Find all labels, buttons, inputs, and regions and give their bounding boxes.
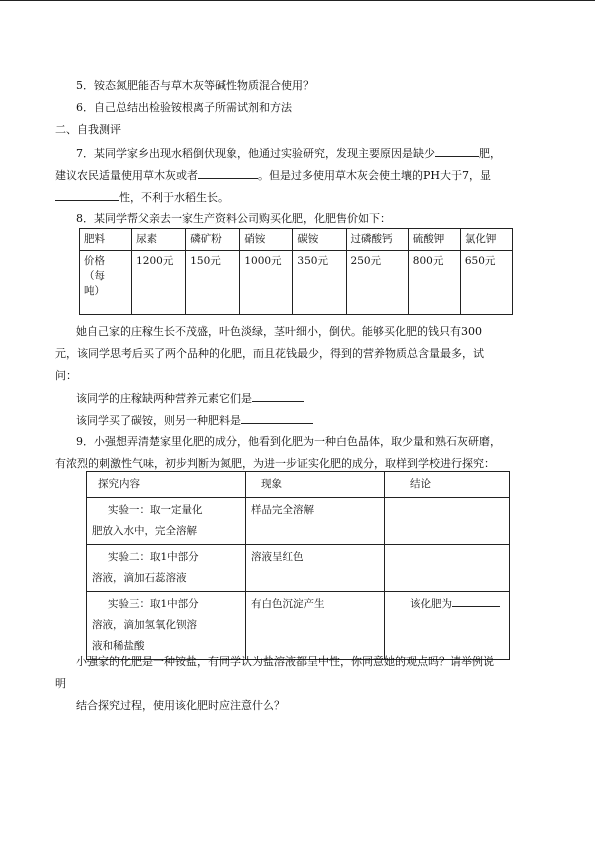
experiment-content-cell [87,498,246,545]
experiment-header: 结论 [385,472,510,498]
q9-followup-line-2: 明 [55,677,66,690]
question-9-line-2: 有浓烈的刺激性气味，初步判断为氮肥，为进一步证实化肥的成分，取样到学校进行探究： [55,457,495,470]
q8-paragraph-line-2: 元，该同学思考后买了两个品种的化肥，而且花钱最少，得到的营养物质总含量最多，试 [55,347,484,360]
q8-sub1-text: 该同学的庄稼缺两种营养元素它们是 [76,392,252,405]
price-cell: 1200元 [132,251,186,315]
price-cell: 1000元 [240,251,293,315]
question-5: 5．铵态氮肥能否与草木灰等碱性物质混合使用？ [76,79,314,92]
price-cell: 650元 [460,251,512,315]
experiment-content-line: 实验三：取1中部分 [108,598,199,610]
question-6: 6．自己总结出检验铵根离子所需试剂和方法 [76,101,292,114]
q7-answer-blank-3[interactable] [55,190,119,201]
price-table-header: 肥料 [80,229,132,251]
header-rule [0,0,595,1]
q7-text-b: 肥， [479,147,501,160]
q8-paragraph-line-1: 她自己家的庄稼生长不茂盛，叶色淡绿，茎叶细小，倒伏。能够买化肥的钱只有300 [76,325,482,338]
q7-text-a: 7．某同学家乡出现水稻倒伏现象，他通过实验研究，发现主要原因是缺少 [76,147,435,160]
question-9-line-1: 9．小强想弄清楚家里化肥的成分，他看到化肥为一种白色晶体，取少量和熟石灰研磨， [76,435,501,448]
q8-answer-blank-2[interactable] [241,413,313,424]
conclusion-text: 该化肥为 [410,598,452,610]
price-table-header: 过磷酸钙 [346,229,408,251]
price-table-header-row [80,229,513,251]
experiment-header: 现象 [246,472,385,498]
price-table-header: 氯化钾 [460,229,512,251]
q8-subquestion-2 [76,413,313,428]
experiment-conclusion-line [390,594,504,615]
q8-sub2-text: 该同学买了碳铵，则另一种肥料是 [76,414,241,427]
q7-answer-blank-1[interactable] [435,146,479,157]
q7-text-c: 建议农民适量使用草木灰或者 [55,169,198,182]
price-label-line: 价格 [84,255,105,267]
experiment-row [87,545,510,592]
experiment-content-line: 溶液，滴加石蕊溶液 [92,572,187,584]
price-cell: 250元 [346,251,408,315]
price-cell: 150元 [186,251,240,315]
q8-paragraph-line-3: 问： [55,369,77,382]
experiment-conclusion-cell [385,498,510,545]
experiment-content-line: 肥放入水中，完全溶解 [92,525,197,537]
experiment-row [87,498,510,545]
experiment-row [87,592,510,660]
question-8-intro: 8．某同学帮父亲去一家生产资料公司购买化肥，化肥售价如下： [76,212,391,225]
question-7-line-2 [55,168,491,183]
price-label-cell [80,251,132,315]
price-label-line: 吨） [84,285,105,297]
price-label-line: （每 [84,270,105,282]
experiment-content-cell [87,545,246,592]
price-table-header: 磷矿粉 [186,229,240,251]
experiment-phenomenon-cell: 溶液呈红色 [246,545,385,592]
section-heading: 二、自我测评 [55,123,121,136]
experiment-phenomenon-cell: 有白色沉淀产生 [246,592,385,660]
experiment-header-row [87,472,510,498]
experiment-phenomenon-cell: 样品完全溶解 [246,498,385,545]
q9-followup-line-3: 结合探究过程，使用该化肥时应注意什么？ [76,699,285,712]
price-table-header: 硫酸钾 [408,229,460,251]
experiment-content-cell [87,592,246,660]
experiment-content-line: 溶液，滴加氢氧化钡溶 [92,619,197,631]
price-cell: 350元 [293,251,346,315]
q7-text-e: 性，不利于水稻生长。 [119,191,229,204]
experiment-content-line: 液和稀盐酸 [92,640,145,652]
price-table-row [80,251,513,315]
question-7-line-1 [76,146,501,161]
experiment-content-line: 实验一：取一定量化 [108,504,203,516]
experiment-conclusion-cell [385,545,510,592]
question-7-line-3 [55,190,229,205]
price-table-header: 硝铵 [240,229,293,251]
fertilizer-price-table [79,228,513,315]
price-table-header: 尿素 [132,229,186,251]
q8-subquestion-1 [76,391,304,406]
q8-answer-blank-1[interactable] [252,391,304,402]
experiment-header: 探究内容 [87,472,246,498]
experiment-table [86,471,510,660]
experiment-content-line: 实验二：取1中部分 [108,551,199,563]
price-cell: 800元 [408,251,460,315]
conclusion-answer-blank[interactable] [452,596,500,607]
q9-followup-line-1: 小强家的化肥是一种铵盐，有同学认为盐溶液都呈中性，你同意她的观点吗？请举例说 [76,655,494,668]
q7-answer-blank-2[interactable] [198,168,258,179]
q7-text-d: 。但是过多使用草木灰会使土壤的PH大于7，显 [258,169,491,182]
price-table-header: 碳铵 [293,229,346,251]
experiment-conclusion-cell [385,592,510,660]
